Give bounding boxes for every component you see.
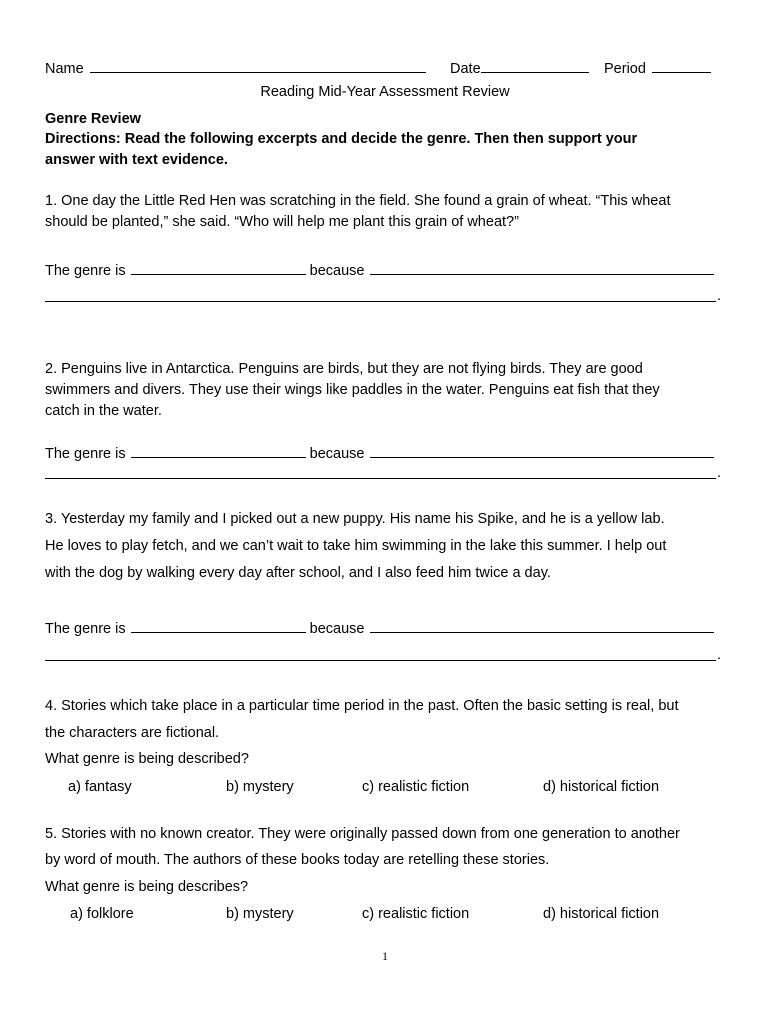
period-blank[interactable] <box>652 58 711 73</box>
because-label: because <box>309 621 365 637</box>
section-heading: Genre Review <box>45 111 141 127</box>
question-3-line-1: 3. Yesterday my family and I picked out a new puppy. His name his Spike, and he is a yellow lab. <box>45 511 665 527</box>
question-1-line-1: 1. One day the Little Red Hen was scratching in the field. She found a grain of wheat. “This wheat <box>45 193 671 209</box>
genre-label: The genre is <box>45 621 126 637</box>
option-5a[interactable]: a) folklore <box>70 906 134 922</box>
directions-line-1: Directions: Read the following excerpts and decide the genre. Then then support your <box>45 131 638 147</box>
page-number: 1 <box>382 949 388 963</box>
name-label: Name <box>45 61 84 77</box>
option-4b[interactable]: b) mystery <box>226 779 294 795</box>
option-4d[interactable]: d) historical fiction <box>543 779 660 795</box>
question-3-line-3: with the dog by walking every day after school, and I also feed him twice a day. <box>45 565 551 581</box>
date-label: Date <box>450 61 481 77</box>
because-label: because <box>309 263 365 279</box>
name-blank[interactable] <box>90 58 426 73</box>
genre-blank-2[interactable] <box>131 443 306 458</box>
end-period-2: . <box>717 465 722 481</box>
page-title: Reading Mid-Year Assessment Review <box>260 84 510 100</box>
question-4-line-2: the characters are fictional. <box>45 725 220 741</box>
period-field <box>604 58 711 77</box>
option-4c[interactable]: c) realistic fiction <box>362 779 470 795</box>
because-blank-1[interactable] <box>370 260 714 275</box>
question-4-prompt: What genre is being described? <box>45 751 249 767</box>
period-label: Period <box>604 61 646 77</box>
question-3-line-2: He loves to play fetch, and we can’t wait to take him swimming in the lake this summer. I help out <box>45 538 667 554</box>
genre-label: The genre is <box>45 263 126 279</box>
answer-row-3 <box>45 618 714 637</box>
because-blank-2[interactable] <box>370 443 714 458</box>
option-4a[interactable]: a) fantasy <box>68 779 132 795</box>
evidence-line-1[interactable] <box>45 301 716 302</box>
genre-blank-1[interactable] <box>131 260 306 275</box>
directions-line-2: answer with text evidence. <box>45 152 228 168</box>
question-2-line-2: swimmers and divers. They use their wings like paddles in the water. Penguins eat fish that they <box>45 382 660 398</box>
answer-row-1 <box>45 260 714 279</box>
question-5-line-2: by word of mouth. The authors of these books today are retelling these stories. <box>45 852 550 868</box>
question-1-line-2: should be planted,” she said. “Who will help me plant this grain of wheat?” <box>45 214 519 230</box>
end-period-1: . <box>717 288 722 304</box>
genre-blank-3[interactable] <box>131 618 306 633</box>
date-field <box>450 58 589 77</box>
genre-label: The genre is <box>45 446 126 462</box>
evidence-line-2[interactable] <box>45 478 716 479</box>
question-2-line-1: 2. Penguins live in Antarctica. Penguins are birds, but they are not flying birds. They are good <box>45 361 643 377</box>
option-5c[interactable]: c) realistic fiction <box>362 906 470 922</box>
option-5d[interactable]: d) historical fiction <box>543 906 660 922</box>
date-blank[interactable] <box>481 58 589 73</box>
name-field <box>45 58 426 77</box>
question-5-prompt: What genre is being describes? <box>45 879 249 895</box>
answer-row-2 <box>45 443 714 462</box>
option-5b[interactable]: b) mystery <box>226 906 294 922</box>
evidence-line-3[interactable] <box>45 660 716 661</box>
because-label: because <box>309 446 365 462</box>
because-blank-3[interactable] <box>370 618 714 633</box>
question-4-line-1: 4. Stories which take place in a particular time period in the past. Often the basic setting is real, but <box>45 698 679 714</box>
question-2-line-3: catch in the water. <box>45 403 162 419</box>
end-period-3: . <box>717 647 722 663</box>
question-5-line-1: 5. Stories with no known creator. They were originally passed down from one generation to another <box>45 826 680 842</box>
